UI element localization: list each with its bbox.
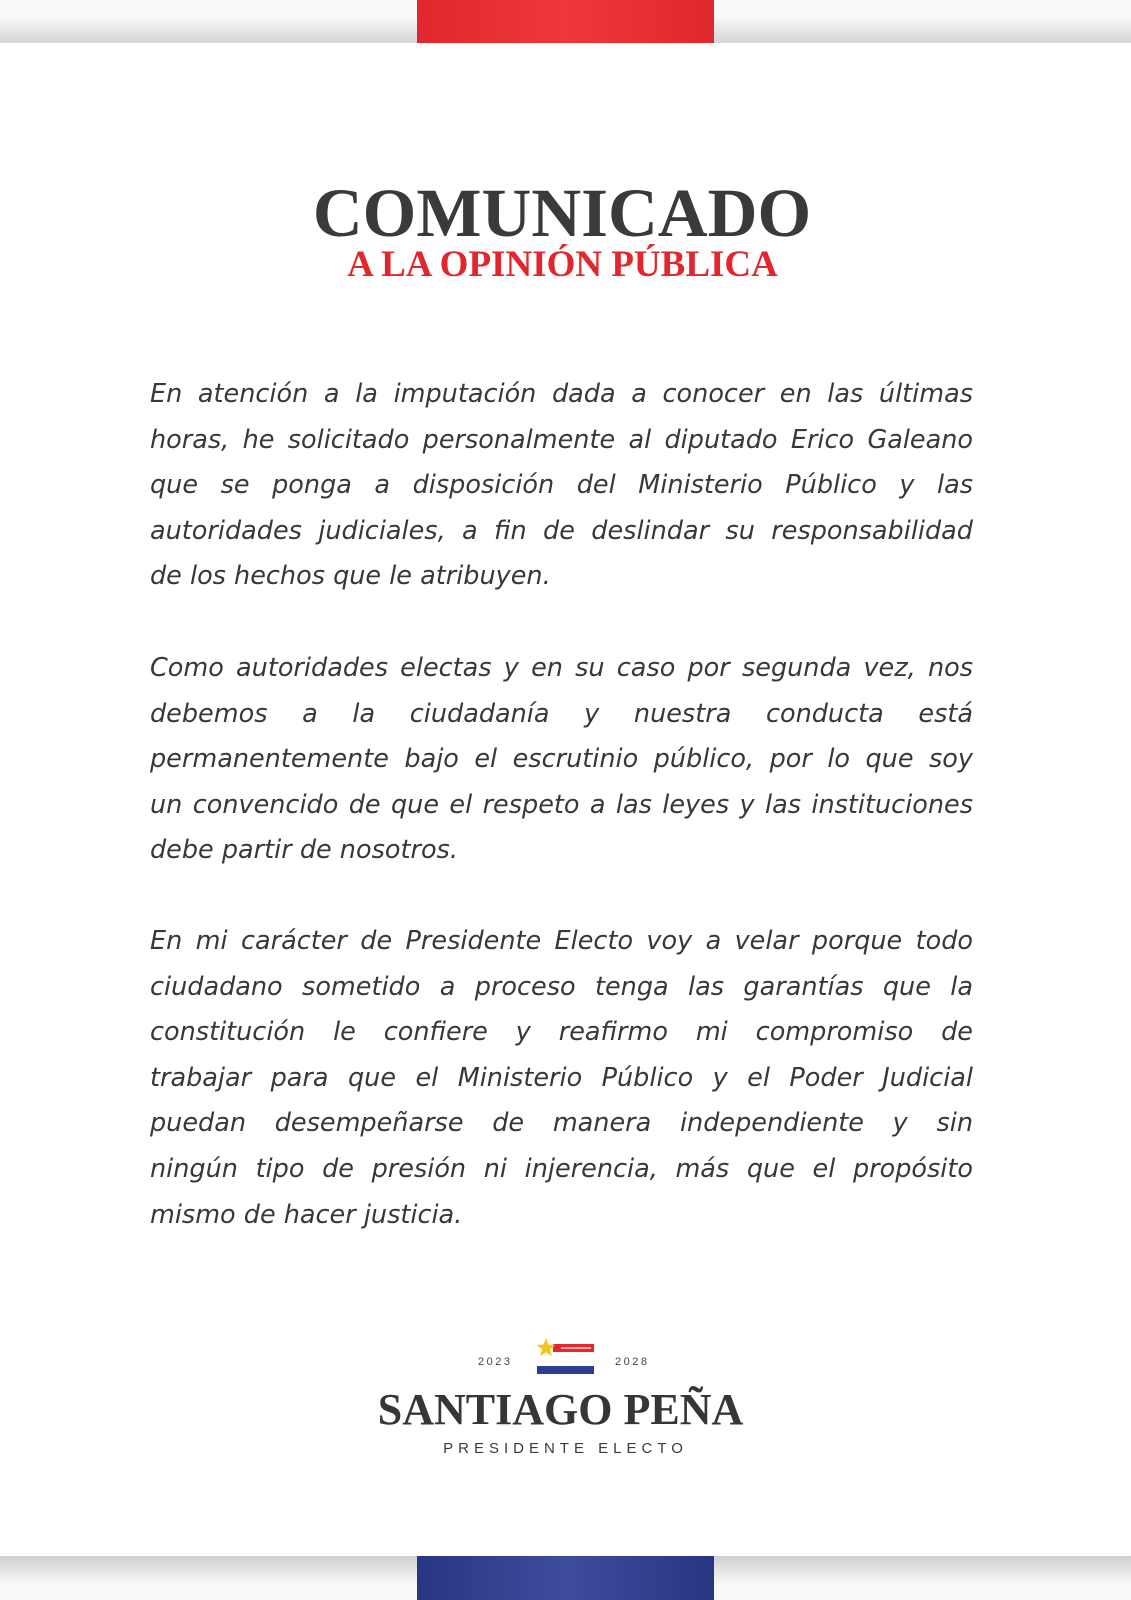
text-line: permanentemente bajo el escrutinio público, por lo que soy [150,744,973,775]
text-line: constitución le confiere y reafirmo mi compromiso de [150,1017,973,1048]
star-icon [536,1338,555,1356]
bottom-blue-bar [417,1556,714,1600]
signatory-role: PRESIDENTE ELECTO [443,1440,688,1457]
paragraph-1 [150,372,973,600]
text-line: que se ponga a disposición del Ministerio Público y las [150,470,973,501]
text-line: autoridades judiciales, a fin de deslindar su responsabilidad [150,515,973,546]
text-line: debemos a la ciudadanía y nuestra conducta está [150,698,973,729]
paragraph-2 [150,646,973,874]
page-subtitle: A LA OPINIÓN PÚBLICA [347,244,778,285]
text-line: En atención a la imputación dada a conocer en las últimas [150,379,973,409]
text-line: de los hechos que le atribuyen. [150,561,551,592]
page-title: COMUNICADO [312,175,812,251]
text-line: un convencido de que el respeto a las leyes y las instituciones [150,789,973,820]
text-line: mismo de hacer justicia. [150,1199,463,1230]
term-start-year: 2023 [478,1356,513,1368]
text-line: ciudadano sometido a proceso tenga las garantías que la [150,971,973,1002]
text-line: debe partir de nosotros. [150,835,458,866]
text-line: ningún tipo de presión ni injerencia, más que el propósito [150,1153,973,1184]
text-line: En mi carácter de Presidente Electo voy a velar porque todo [150,926,973,956]
text-line: horas, he solicitado personalmente al diputado Erico Galeano [150,424,973,455]
term-end-year: 2028 [615,1356,650,1368]
text-line: puedan desempeñarse de manera independiente y sin [150,1108,973,1139]
flag-red-stripe-line [561,1347,591,1348]
signatory-name: SANTIAGO PEÑA [377,1385,744,1434]
flag-blue-stripe [537,1366,594,1374]
text-line: trabajar para que el Ministerio Público y el Poder Judicial [150,1062,973,1093]
top-red-bar [417,0,714,43]
paragraph-3 [150,919,973,1238]
text-line: Como autoridades electas y en su caso por segunda vez, nos [150,653,973,683]
paraguay-flag-star-icon [535,1336,595,1378]
